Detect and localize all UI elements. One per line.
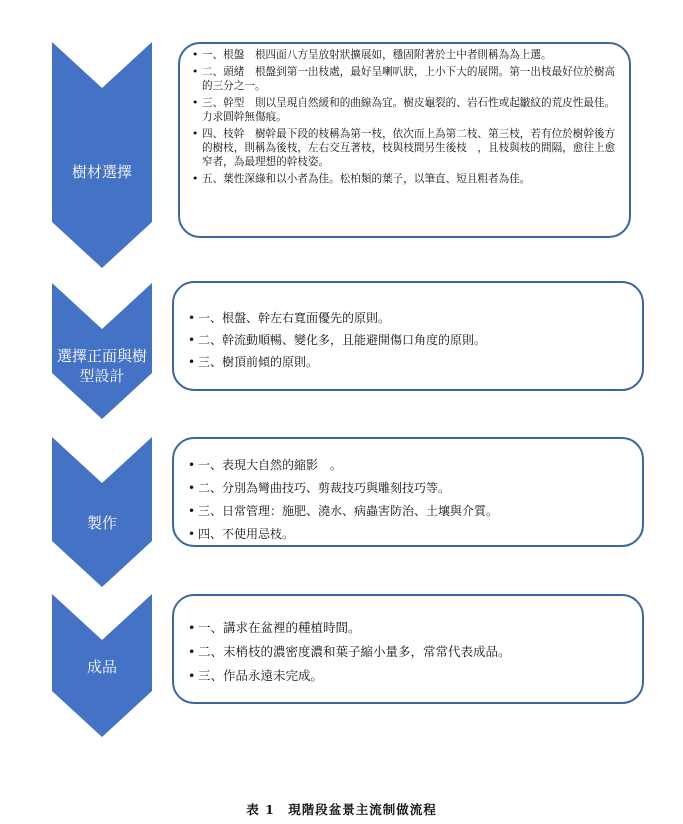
stage-1-list [192, 48, 619, 186]
list-item: • 一、根盤 根四面八方呈放射狀擴展如，穩固附著於土中者則稱為為上選。 [192, 48, 619, 62]
stage-label-4: 成品 [86, 658, 117, 676]
list-item: • 三、樹頂前傾的原則。 [188, 351, 632, 373]
chevron-step-1 [52, 42, 152, 268]
list-item: • 四、枝幹 樹幹最下段的枝稱為第一枝，依次而上為第二枝、第三枝，若有位於樹幹後方的樹枝，則稱為後枝，左右交互著枝，枝與枝間另生後枝 ，且枝與枝的間隔，愈往上愈窄者，為最理想的幹枝姿。 [192, 127, 619, 169]
stage-box-4 [172, 594, 644, 704]
stage-label-2: 選擇正面與樹型設計 [57, 347, 148, 385]
figure-caption: 表 1 現階段盆景主流制做流程 [246, 802, 437, 817]
list-item: • 二、頭緒 根盤到第一出枝處，最好呈喇叭狀，上小下大的展開。第一出枝最好位於樹高的三分之一。 [192, 65, 619, 93]
list-item: • 二、分別為彎曲技巧、剪裁技巧與雕刻技巧等。 [188, 477, 632, 500]
stage-label-1: 樹材選擇 [71, 163, 132, 181]
list-item: • 二、末梢枝的濃密度濃和葉子縮小量多，常常代表成品。 [188, 640, 632, 664]
chevron-step-3 [52, 437, 152, 587]
stage-box-3 [172, 437, 644, 547]
list-item: • 五、葉性深綠和以小者為佳。松柏類的葉子，以筆直、短且粗者為佳。 [192, 172, 619, 186]
stage-box-2 [172, 281, 644, 391]
list-item: • 一、講求在盆裡的種植時間。 [188, 616, 632, 640]
stage-4-list [188, 616, 632, 688]
stage-3-list [188, 454, 632, 546]
list-item: • 三、幹型 則以呈現自然緩和的曲線為宜。樹皮龜裂的、岩石性或起皺紋的荒皮性最佳。力求圓幹無傷痕。 [192, 96, 619, 124]
list-item: • 三、作品永遠未完成。 [188, 664, 632, 688]
list-item: • 一、表現大自然的縮影 。 [188, 454, 632, 477]
stage-box-1 [178, 42, 631, 238]
list-item: • 三、日常管理：施肥、澆水、病蟲害防治、土壤與介質。 [188, 500, 632, 523]
stage-2-list [188, 307, 632, 373]
list-item: • 二、幹流動順暢、變化多，且能避開傷口角度的原則。 [188, 329, 632, 351]
list-item: • 四、不使用忌枝。 [188, 523, 632, 546]
stage-label-3: 製作 [86, 514, 117, 532]
list-item: • 一、根盤、幹左右寬面優先的原則。 [188, 307, 632, 329]
